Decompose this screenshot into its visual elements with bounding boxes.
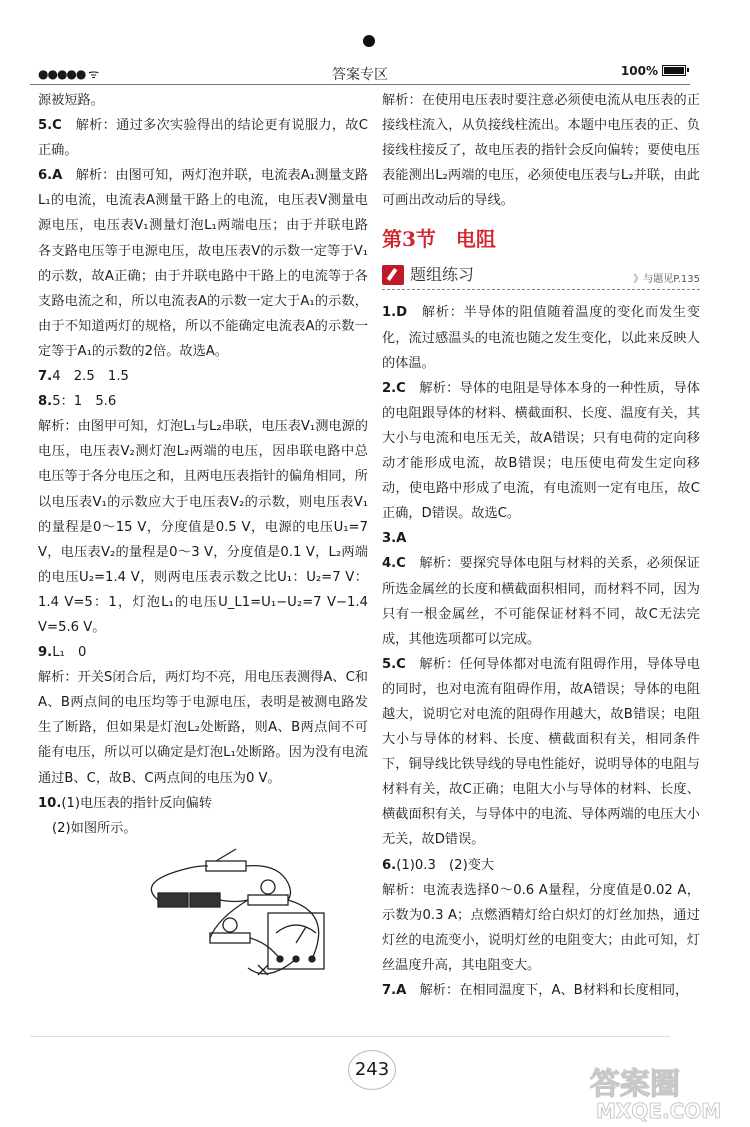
lamp-l2-bulb <box>261 880 275 894</box>
answer-item: 2.C 解析：导体的电阻是导体本身的一种性质，导体的电阻跟导体的材料、横截面积、长度、温度有关，其大小与电流和电压无关，故A错误；只有电荷的定向移动才能形成电流，故B错误；电压使电荷发生定向移动，使电路中形成了电流，有电流则一定有电压，故C正确，D错误。故选C。 <box>382 380 700 522</box>
lamp-l2-base <box>248 895 288 905</box>
answer-item: 4.C 解析：要探究导体电阻与材料的关系，必须保证所选金属丝的长度和横截面积相同，而材料不同，因为只有一根金属丝，不可能保证材料不同，故C无法完成，其他选项都可以完成。 <box>382 556 700 647</box>
battery-label: 100% <box>620 64 658 78</box>
battery-cell-1 <box>158 893 188 907</box>
answer-item: 解析：电流表选择0～0.6 A量程，分度值是0.02 A，示数为0.3 A；点燃酒精灯给白炽灯的灯丝加热，通过灯丝的电流变小，说明灯丝的电阻变大；由此可知，灯丝温度升高，其电阻变大。 <box>382 882 700 973</box>
battery-indicator <box>621 64 686 78</box>
answer-item: 6.(1)0.3 (2)变大 <box>382 857 495 873</box>
answer-item: 7.A 解析：在相同温度下，A、B材料和长度相同， <box>382 983 689 998</box>
practice-header <box>382 263 700 290</box>
circuit-diagram <box>118 843 368 983</box>
section-title: 电阻 <box>455 227 496 252</box>
answer-explanation: 解析：在使用电压表时要注意必须使电流从电压表的正接线柱流入，从负接线柱流出。本题中电压表的正、负接线柱接反了，故电压表的指针会反向偏转；要使电压表能测出L₂两端的电压，必须使电压表与L₂并联，由此可画出改动后的导线。 <box>382 93 700 209</box>
switch-base <box>206 861 246 871</box>
signal-wifi-icon: ●●●●● ᯤ <box>38 67 99 81</box>
answer-item: 解析：由图甲可知，灯泡L₁与L₂串联，电压表V₁测电源的电压，电压表V₂测灯泡L₂两端的电压，因串联电路中总电压等于各分电压之和，且两电压表指针的偏角相同，所以电压表V₁的示数应大于电压表V₂的示数，则电压表V₁的量程是0～15 V，分度值是0.5 V，电源的电压U₁=7 V，电压表V₂的量程是0～3 V，分度值是0.1 V，L₂两端的电压U₂=1.4 V，则两电压表示数之比U₁：U₂=7 V：1.4 V=5：1，灯泡L₁的电压U_L1=U₁−U₂=7 V−1.4 V=5.6 V。 <box>38 419 368 635</box>
answer-item: 10.(1)电压表的指针反向偏转 <box>38 795 212 811</box>
answer-item: 8.5：1 5.6 <box>38 394 117 410</box>
lamp-l1-bulb <box>223 918 237 932</box>
status-bar <box>30 62 690 85</box>
practice-page-reference: 》与题见P.135 <box>633 274 700 286</box>
pencil-icon <box>382 265 404 285</box>
section-heading <box>382 221 700 257</box>
wire <box>220 900 248 902</box>
answer-item: 7.4 2.5 1.5 <box>38 369 129 385</box>
answer-item: 源被短路。 <box>38 93 104 108</box>
watermark-logo <box>586 1060 746 1122</box>
lamp-l1-base <box>210 933 250 943</box>
section-number: 第3节 <box>382 227 436 252</box>
battery-cell-2 <box>190 893 220 907</box>
right-column <box>382 88 700 1003</box>
page-number: 243 <box>348 1050 396 1090</box>
answer-item: 5.C 解析：通过多次实验得出的结论更有说服力，故C正确。 <box>38 118 368 159</box>
page-title: 答案专区 <box>332 67 388 83</box>
answer-item: (2)如图所示。 <box>52 820 137 836</box>
answer-item: 6.A 解析：由图可知，两灯泡并联，电流表A₁测量支路L₁的电流，电流表A测量干路上的电流，电压表V测量电源电压，电压表V₁测量灯泡L₁两端电压；由于并联电路各支路电压等于电源电压，故电压表V的示数一定等于V₁的示数，故A正确；由于并联电路中干路上的电流等于各支路电流之和，所以电流表A的示数一定大于A₁的示数，由于不知道两灯的规格，所以不能确定电流表A的示数一定等于A₁的示数的2倍。故选A。 <box>38 168 368 359</box>
answer-item: 解析：开关S闭合后，两灯均不亮，用电压表测得A、C和A、B两点间的电压均等于电源电压，表明是被测电路发生了断路，但如果是灯泡L₂处断路，则A、B两点间不可能有电压，所以可以确定是灯泡L₁处断路。因为没有电流通过B、C，故B、C两点间的电压为0 V。 <box>38 670 368 786</box>
svg-text:MXQE.COM: MXQE.COM <box>596 1099 722 1122</box>
svg-text:答案圈: 答案圈 <box>590 1067 680 1102</box>
answer-item: 1.D 解析：半导体的阻值随着温度的变化而发生变化，流过感温头的电流也随之发生变化，以此来反映人的体温。 <box>382 305 700 371</box>
answer-item: 9.L₁ 0 <box>38 645 87 661</box>
switch-lever <box>216 849 236 861</box>
answer-item: 5.C 解析：任何导体都对电流有阻碍作用，导体导电的同时，也对电流有阻碍作用，故A错误；导体的电阻越大，说明它对电流的阻碍作用越大，故B错误；电阻大小与导体的材料、长度、横截面积有关，相同条件下，铜导线比铁导线的导电性能好，说明导体的电阻与材料有关，故C正确；电阻大小与导体的材料、长度、横截面积有关，与导体中的电流、导体两端的电压大小无关，故D错误。 <box>382 656 700 848</box>
footer-rule <box>30 1036 670 1037</box>
answer-item: 3.A <box>382 531 407 547</box>
battery-icon <box>662 65 686 76</box>
practice-title: 题组练习 <box>410 265 475 285</box>
camera-dot <box>363 35 375 47</box>
left-column <box>38 88 368 983</box>
